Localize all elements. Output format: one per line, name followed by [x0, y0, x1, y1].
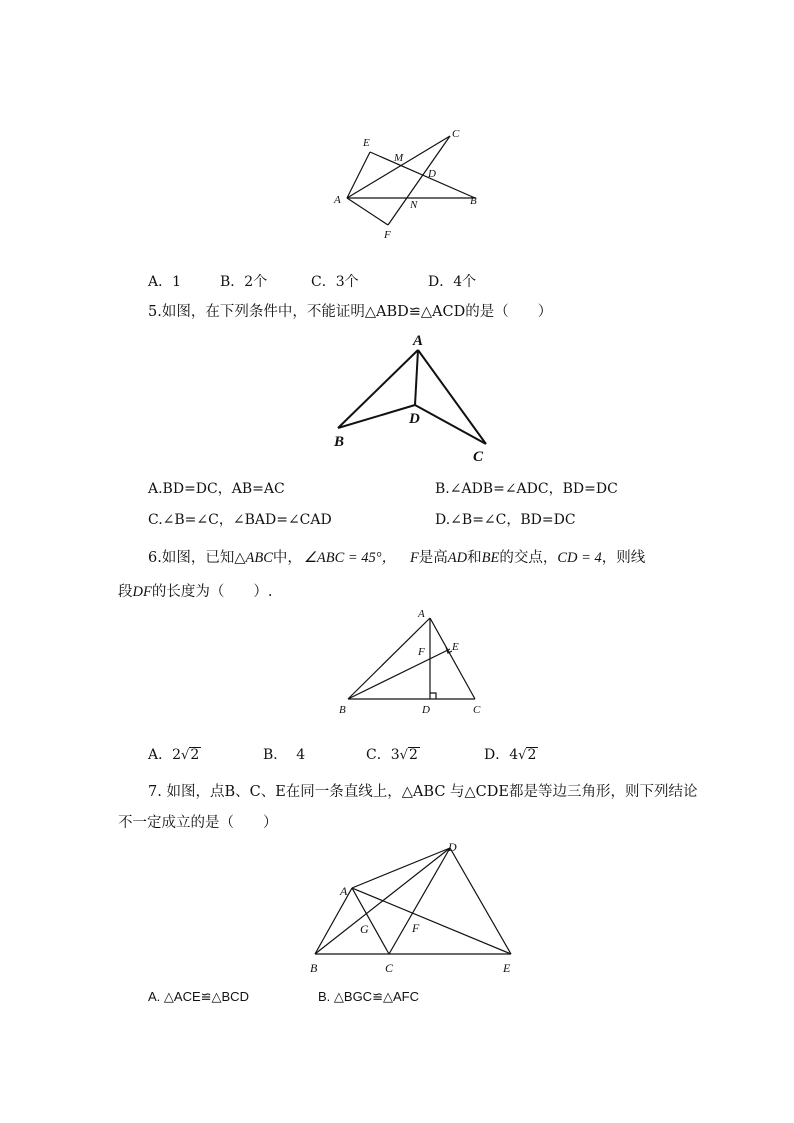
- figure-q7-equilateral-triangles: [300, 835, 530, 980]
- label-a: A: [413, 333, 424, 349]
- q7-question-line2: 不一定成立的是（ ）: [118, 815, 278, 831]
- label-b: B: [470, 195, 477, 207]
- label-e: E: [363, 137, 370, 149]
- q5-option-d: D.∠B=∠C，BD=DC: [435, 512, 576, 528]
- label-e: E: [452, 641, 459, 653]
- label-d: D: [422, 704, 430, 716]
- label-b: B: [334, 434, 345, 450]
- label-f: F: [384, 229, 391, 241]
- label-e: E: [503, 961, 511, 975]
- q6-option-b: B． 4: [263, 747, 306, 763]
- label-f: F: [412, 921, 420, 935]
- q5-option-a: A.BD=DC，AB=AC: [148, 481, 285, 497]
- q6-option-a: A．2√2: [148, 747, 200, 763]
- q5-option-b: B.∠ADB=∠ADC，BD=DC: [435, 481, 618, 497]
- label-d: D: [428, 168, 436, 180]
- label-b: B: [310, 961, 318, 975]
- q4-option-b: B．2个: [220, 274, 268, 290]
- q6-question-line1: 6.如图，已知△ABC中， ∠ABC = 45°， F是高AD和BE的交点，CD = 4，则线: [148, 550, 646, 566]
- label-c: C: [452, 128, 460, 140]
- figure-q5-triangles: [330, 330, 500, 465]
- q5-question: 5.如图，在下列条件中，不能证明△ABD≌△ACD的是（ ）: [148, 304, 553, 320]
- q4-option-a: A．1: [148, 274, 182, 290]
- q7-option-a: A. △ACE≌△BCD: [148, 989, 249, 1004]
- label-a: A: [334, 194, 341, 206]
- label-m: M: [394, 152, 404, 164]
- q4-option-c: C．3个: [311, 274, 359, 290]
- label-n: N: [410, 199, 418, 211]
- label-c: C: [385, 961, 394, 975]
- label-f: F: [418, 646, 425, 658]
- label-a: A: [340, 884, 348, 898]
- label-b: B: [339, 704, 346, 716]
- q6-option-d: D．4√2: [484, 747, 537, 763]
- q6-option-c: C．3√2: [366, 747, 418, 763]
- q4-option-d: D．4个: [428, 274, 477, 290]
- label-c: C: [473, 704, 481, 716]
- figure-quadrilateral-diagram: [330, 125, 490, 245]
- q7-question-line1: 7. 如图，点B、C、E在同一条直线上，△ABC 与△CDE都是等边三角形，则下列结论: [148, 784, 698, 800]
- label-c: C: [473, 449, 484, 465]
- q7-option-b: B. △BGC≌△AFC: [318, 989, 419, 1004]
- label-a: A: [418, 608, 425, 620]
- label-g: G: [360, 922, 369, 936]
- label-d: D: [409, 411, 420, 427]
- q6-question-line2: 段DF的长度为（ ）.: [118, 584, 273, 600]
- q5-option-c: C.∠B=∠C，∠BAD=∠CAD: [148, 512, 332, 528]
- figure-q6-triangle: [330, 603, 490, 725]
- label-d: D: [448, 840, 457, 854]
